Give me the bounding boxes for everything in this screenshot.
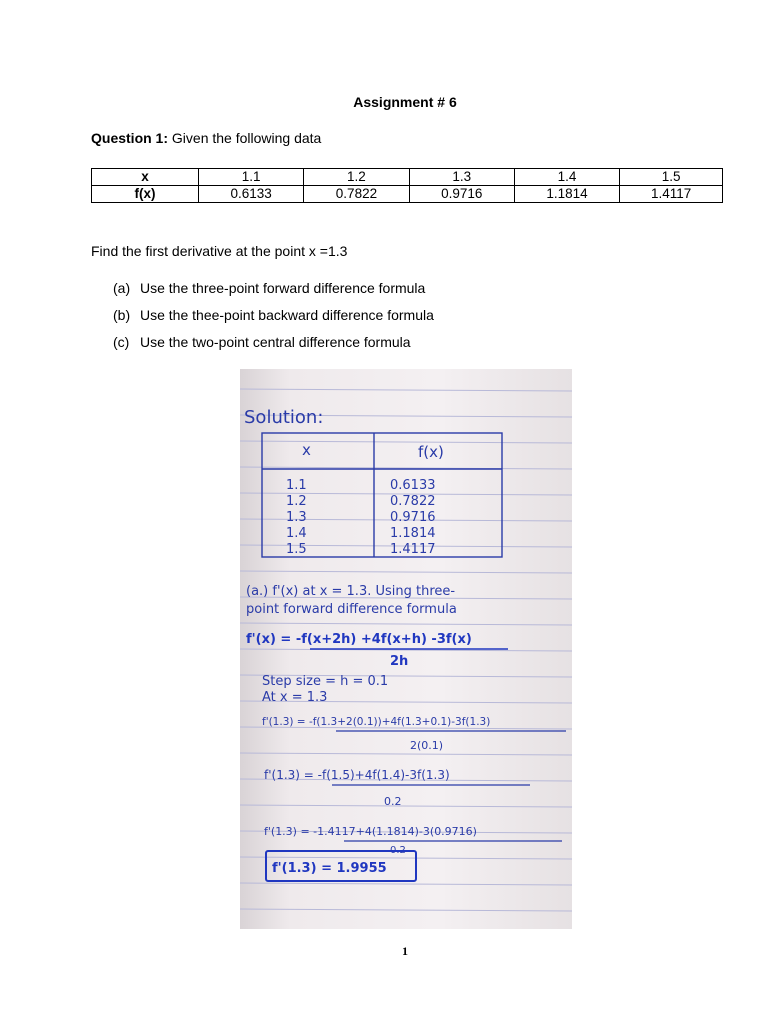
- part-label: (c): [113, 334, 130, 350]
- hw-table-x: 1.4: [286, 526, 307, 541]
- table-cell: 1.1814: [514, 186, 619, 203]
- hw-substitution-3: f'(1.3) = -1.4117+4(1.1814)-3(0.9716): [264, 825, 477, 838]
- table-cell: 0.9716: [409, 186, 514, 203]
- hw-part-a-line2: point forward difference formula: [246, 602, 457, 617]
- hw-substitution-2-den: 0.2: [384, 795, 402, 808]
- hw-table-x: 1.5: [286, 542, 307, 557]
- hw-table-header-x: x: [302, 441, 311, 459]
- table-cell: 1.1: [199, 169, 304, 186]
- table-cell: 1.2: [304, 169, 409, 186]
- part-text: Use the three-point forward difference formula: [140, 280, 426, 296]
- hw-table-fx: 0.6133: [390, 478, 436, 493]
- table-row-x: [92, 169, 723, 186]
- table-cell: 1.3: [409, 169, 514, 186]
- table-cell: 0.6133: [199, 186, 304, 203]
- hw-substitution-2: f'(1.3) = -f(1.5)+4f(1.4)-3f(1.3): [264, 768, 450, 782]
- hw-substitution-1: f'(1.3) = -f(1.3+2(0.1))+4f(1.3+0.1)-3f(1.3): [262, 716, 491, 728]
- question-text: Given the following data: [168, 130, 322, 146]
- table-cell: 1.4: [514, 169, 619, 186]
- hw-table-x: 1.2: [286, 494, 307, 509]
- handwritten-solution-photo: [240, 369, 572, 929]
- assignment-title: Assignment # 6: [353, 94, 457, 110]
- hw-substitution-1-den: 2(0.1): [410, 739, 444, 752]
- hw-at-x: At x = 1.3: [262, 690, 328, 705]
- part-item: [113, 333, 434, 360]
- question-line: [91, 130, 321, 146]
- notebook-page: [240, 369, 572, 929]
- table-header-fx: f(x): [92, 186, 199, 203]
- solution-heading: Solution:: [244, 407, 324, 428]
- part-label: (b): [113, 307, 131, 323]
- question-label: Question 1:: [91, 130, 169, 146]
- part-item: [113, 279, 434, 306]
- part-item: [113, 306, 434, 333]
- hw-table-fx: 0.9716: [390, 510, 436, 525]
- table-cell: 1.5: [620, 169, 723, 186]
- table-cell: 1.4117: [620, 186, 723, 203]
- hw-table-fx: 1.1814: [390, 526, 436, 541]
- hw-table-x: 1.1: [286, 478, 307, 493]
- hw-step-size: Step size = h = 0.1: [262, 674, 389, 689]
- hw-formula-denominator: 2h: [390, 654, 409, 669]
- hw-result: f'(1.3) = 1.9955: [272, 861, 387, 876]
- table-row-fx: [92, 186, 723, 203]
- hw-table-fx: 1.4117: [390, 542, 436, 557]
- derivative-prompt: Find the first derivative at the point x =1.3: [91, 243, 348, 259]
- table-header-x: x: [92, 169, 199, 186]
- data-table: [91, 168, 723, 203]
- hw-table-x: 1.3: [286, 510, 307, 525]
- part-text: Use the thee-point backward difference formula: [140, 307, 434, 323]
- part-label: (a): [113, 280, 131, 296]
- hw-substitution-3-den: 0.2: [390, 845, 406, 856]
- question-parts: [113, 279, 434, 360]
- hw-table-header-fx: f(x): [418, 443, 444, 461]
- hw-table-fx: 0.7822: [390, 494, 436, 509]
- part-text: Use the two-point central difference formula: [140, 334, 411, 350]
- hw-part-a-line1: (a.) f'(x) at x = 1.3. Using three-: [246, 584, 456, 599]
- page-number: 1: [402, 944, 408, 958]
- hw-formula-numerator: f'(x) = -f(x+2h) +4f(x+h) -3f(x): [246, 632, 472, 647]
- table-cell: 0.7822: [304, 186, 409, 203]
